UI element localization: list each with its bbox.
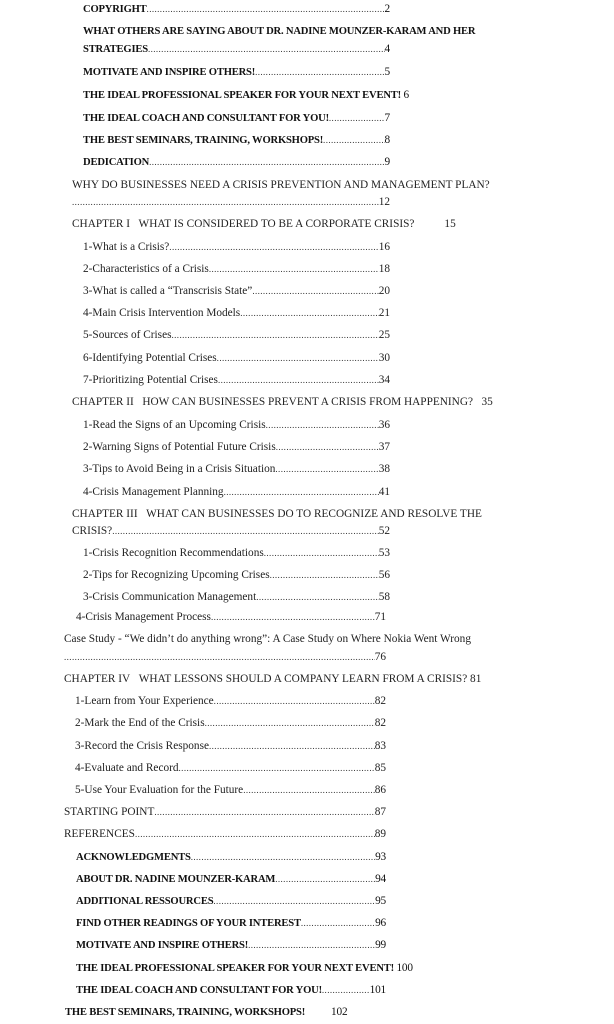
section-number: 2- <box>75 717 85 729</box>
toc-entry-other-readings[interactable] <box>76 916 386 931</box>
toc-section[interactable] <box>75 739 386 753</box>
toc-section[interactable] <box>75 694 386 708</box>
toc-page-number: 100 <box>396 962 413 974</box>
section-number: 4- <box>75 762 85 774</box>
dot-leader <box>191 850 375 865</box>
toc-page-number: 15 <box>444 218 456 230</box>
toc-page-number: 102 <box>331 1006 348 1018</box>
toc-section[interactable] <box>83 590 390 604</box>
toc-entry-speaker-2[interactable] <box>76 961 413 976</box>
toc-page-number: 89 <box>374 828 386 840</box>
toc-page-number: 35 <box>481 396 493 408</box>
dot-leader <box>172 328 379 342</box>
section-number: 5- <box>83 329 93 341</box>
dot-leader <box>275 872 375 887</box>
dot-leader <box>179 761 375 775</box>
section-number: 1- <box>83 241 93 253</box>
toc-entry-title: THE IDEAL PROFESSIONAL SPEAKER FOR YOUR NEXT EVENT! <box>76 963 394 974</box>
dot-leader <box>147 2 385 17</box>
section-number: 3- <box>83 591 93 603</box>
dot-leader <box>211 610 375 624</box>
toc-page-number: 30 <box>378 352 390 364</box>
toc-section[interactable] <box>83 462 390 476</box>
toc-page-number: 87 <box>374 806 386 818</box>
toc-section[interactable] <box>83 328 390 342</box>
toc-page-number: 56 <box>378 569 390 581</box>
dot-leader <box>213 894 375 909</box>
toc-page-number: 38 <box>378 463 390 475</box>
toc-page-number: 6 <box>403 89 409 101</box>
section-title: Evaluate and Record <box>84 762 179 774</box>
section-title: Characteristics of a Crisis <box>92 263 209 275</box>
chapter-title-cont: CRISIS? <box>72 525 113 537</box>
toc-page-number: 94 <box>375 873 386 885</box>
toc-entry-testimonials[interactable] <box>83 42 390 57</box>
dot-leader <box>270 568 379 582</box>
toc-entry-title: THE BEST SEMINARS, TRAINING, WORKSHOPS! <box>65 1007 306 1018</box>
toc-page-number: 36 <box>378 419 390 431</box>
toc-page-number: 53 <box>378 547 390 559</box>
section-number: 6- <box>83 352 93 364</box>
section-title: Crisis Management Planning <box>92 486 224 498</box>
dot-leader <box>154 805 374 819</box>
toc-entry-copyright[interactable] <box>83 2 390 17</box>
dot-leader <box>275 462 378 476</box>
chapter-title: WHAT CAN BUSINESSES DO TO RECOGNIZE AND RESOLVE THE <box>146 508 482 520</box>
chapter-label: CHAPTER IV <box>64 673 131 685</box>
section-title: Crisis Management Process <box>85 611 211 623</box>
section-number: 2- <box>83 263 93 275</box>
section-number: 1- <box>75 695 85 707</box>
toc-chapter-1[interactable] <box>72 217 456 231</box>
toc-section[interactable] <box>83 284 390 298</box>
toc-page-number: 85 <box>374 762 386 774</box>
toc-entry-title: DEDICATION <box>83 157 150 168</box>
toc-section[interactable] <box>83 373 390 387</box>
toc-section[interactable] <box>83 440 390 454</box>
toc-entry-seminars-2[interactable] <box>65 1005 347 1020</box>
section-title: What is a Crisis? <box>92 241 170 253</box>
dot-leader <box>329 111 385 126</box>
dot-leader <box>264 546 379 560</box>
toc-entry-intro[interactable] <box>72 195 390 209</box>
section-number: 1- <box>83 547 93 559</box>
chapter-title: HOW CAN BUSINESSES PREVENT A CRISIS FROM HAPPENING? <box>142 396 474 408</box>
section-number: 3- <box>75 740 85 752</box>
toc-page-number: 82 <box>374 717 386 729</box>
chapter-label: CHAPTER II <box>72 396 134 408</box>
toc-entry-title: THE IDEAL PROFESSIONAL SPEAKER FOR YOUR NEXT EVENT! <box>83 90 401 101</box>
dot-leader <box>322 983 370 998</box>
toc-entry-speaker[interactable] <box>83 88 409 103</box>
section-title: What is called a “Transcrisis State” <box>92 285 253 297</box>
toc-page-number: 20 <box>378 285 390 297</box>
toc-page-number: 2 <box>384 3 390 15</box>
toc-page-number: 21 <box>378 307 390 319</box>
toc-entry-coach-2[interactable] <box>76 983 386 998</box>
dot-leader <box>209 739 375 753</box>
section-title: Tips to Avoid Being in a Crisis Situation <box>92 463 276 475</box>
dot-leader <box>255 65 384 80</box>
dot-leader <box>135 827 375 841</box>
toc-page-number: 95 <box>375 895 386 907</box>
toc-page-number: 76 <box>374 651 386 663</box>
toc-entry-title: THE BEST SEMINARS, TRAINING, WORKSHOPS! <box>83 135 324 146</box>
dot-leader <box>149 155 384 170</box>
section-title: Crisis Communication Management <box>92 591 257 603</box>
toc-entry-about-author[interactable] <box>76 872 386 887</box>
section-number: 4- <box>83 307 93 319</box>
toc-entry-title: THE IDEAL COACH AND CONSULTANT FOR YOU! <box>76 985 322 996</box>
toc-page-number: 9 <box>384 156 390 168</box>
toc-chapter-2[interactable] <box>72 395 493 409</box>
toc-page-number: 25 <box>378 329 390 341</box>
section-title: Mark the End of the Crisis <box>84 717 205 729</box>
section-number: 2- <box>83 569 93 581</box>
toc-section[interactable] <box>83 568 390 582</box>
toc-page-number: 37 <box>378 441 390 453</box>
toc-page-number: 86 <box>374 784 386 796</box>
chapter-title: WHAT LESSONS SHOULD A COMPANY LEARN FROM A CRISIS? <box>138 673 468 685</box>
toc-page-number: 82 <box>374 695 386 707</box>
toc-entry-testimonials-line1[interactable]: WHAT OTHERS ARE SAYING ABOUT DR. NADINE MOUNZER-KARAM AND HER <box>83 26 476 37</box>
section-title: Main Crisis Intervention Models <box>92 307 241 319</box>
section-number: 2- <box>83 441 93 453</box>
toc-section[interactable] <box>75 716 386 730</box>
dot-leader <box>224 485 379 499</box>
toc-page-number: 16 <box>378 241 390 253</box>
toc-entry-references[interactable] <box>64 827 386 841</box>
section-title: Record the Crisis Response <box>84 740 209 752</box>
toc-entry-title: COPYRIGHT <box>83 4 147 15</box>
toc-entry-title: STRATEGIES <box>83 44 148 55</box>
toc-page-number: 81 <box>470 673 482 685</box>
toc-entry-acknowledgments[interactable] <box>76 850 386 865</box>
chapter-label: CHAPTER III <box>72 508 138 520</box>
toc-page-number: 83 <box>374 740 386 752</box>
toc-page-number: 7 <box>384 112 390 124</box>
toc-entry-title: REFERENCES <box>64 828 135 840</box>
toc-entry-case-study[interactable] <box>64 650 386 664</box>
section-title: Warning Signs of Potential Future Crisis <box>92 441 276 453</box>
toc-page-number: 4 <box>384 43 390 55</box>
dot-leader <box>266 418 379 432</box>
section-title: Identifying Potential Crises <box>92 352 217 364</box>
toc-page-number: 18 <box>378 263 390 275</box>
section-number: 1- <box>83 419 93 431</box>
toc-page-number: 8 <box>384 134 390 146</box>
toc-page-number: 99 <box>375 939 386 951</box>
toc-entry-dedication[interactable] <box>83 155 390 170</box>
toc-page-number: 96 <box>375 917 386 929</box>
section-title: Read the Signs of an Upcoming Crisis <box>92 419 266 431</box>
dot-leader <box>218 373 379 387</box>
toc-entry-title: ACKNOWLEDGMENTS <box>76 852 191 863</box>
section-number: 7- <box>83 374 93 386</box>
dot-leader <box>240 306 378 320</box>
toc-page-number: 71 <box>374 611 386 623</box>
toc-page-number: 58 <box>378 591 390 603</box>
toc-section[interactable] <box>76 610 386 624</box>
dot-leader <box>214 694 375 708</box>
toc-entry-case-study-line1[interactable]: Case Study - “We didn’t do anything wrong”: A Case Study on Where Nokia Went Wrong <box>64 633 471 645</box>
dot-leader <box>301 916 375 931</box>
section-title: Tips for Recognizing Upcoming Crises <box>92 569 270 581</box>
toc-section[interactable] <box>83 418 390 432</box>
toc-entry-title: STARTING POINT <box>64 806 155 818</box>
section-title: Prioritizing Potential Crises <box>92 374 218 386</box>
toc-section[interactable] <box>83 351 390 365</box>
toc-chapter-3-line1[interactable] <box>72 507 482 521</box>
dot-leader <box>323 133 385 148</box>
toc-entry-motivate[interactable] <box>83 65 390 80</box>
dot-leader <box>276 440 379 454</box>
section-number: 5- <box>75 784 85 796</box>
section-number: 3- <box>83 285 93 297</box>
section-number: 4- <box>83 486 93 498</box>
dot-leader <box>248 938 375 953</box>
toc-entry-title: MOTIVATE AND INSPIRE OTHERS! <box>76 940 249 951</box>
section-number: 3- <box>83 463 93 475</box>
toc-entry-title: THE IDEAL COACH AND CONSULTANT FOR YOU! <box>83 113 329 124</box>
dot-leader <box>209 262 379 276</box>
toc-page-number: 34 <box>378 374 390 386</box>
dot-leader <box>169 240 378 254</box>
toc-section[interactable] <box>83 240 390 254</box>
dot-leader <box>252 284 378 298</box>
section-title: Learn from Your Experience <box>84 695 214 707</box>
chapter-label: CHAPTER I <box>72 218 131 230</box>
toc-entry-additional-resources[interactable] <box>76 894 386 909</box>
dot-leader <box>256 590 378 604</box>
toc-entry-seminars[interactable] <box>83 133 390 148</box>
toc-section[interactable] <box>83 262 390 276</box>
dot-leader <box>64 650 375 664</box>
section-number: 4- <box>76 611 86 623</box>
toc-entry-title: MOTIVATE AND INSPIRE OTHERS! <box>83 67 256 78</box>
dot-leader <box>72 195 379 209</box>
toc-entry-title: ABOUT DR. NADINE MOUNZER-KARAM <box>76 874 276 885</box>
toc-entry-title: ADDITIONAL RESSOURCES <box>76 896 214 907</box>
toc-section[interactable] <box>75 783 386 797</box>
toc-entry-intro-line1[interactable]: WHY DO BUSINESSES NEED A CRISIS PREVENTION AND MANAGEMENT PLAN? <box>72 179 490 191</box>
dot-leader <box>112 524 379 538</box>
toc-page-number: 41 <box>378 486 390 498</box>
toc-page-number: 52 <box>378 525 390 537</box>
dot-leader <box>217 351 379 365</box>
toc-chapter-3[interactable] <box>72 524 390 538</box>
section-title: Use Your Evaluation for the Future <box>84 784 244 796</box>
toc-entry-coach[interactable] <box>83 111 390 126</box>
toc-section[interactable] <box>75 761 386 775</box>
section-title: Crisis Recognition Recommendations <box>92 547 264 559</box>
toc-chapter-4[interactable] <box>64 672 481 686</box>
toc-section[interactable] <box>83 306 390 320</box>
toc-section[interactable] <box>83 546 390 560</box>
toc-page-number: 5 <box>384 66 390 78</box>
chapter-title: WHAT IS CONSIDERED TO BE A CORPORATE CRISIS? <box>138 218 415 230</box>
toc-entry-motivate-2[interactable] <box>76 938 386 953</box>
toc-entry-title: FIND OTHER READINGS OF YOUR INTEREST <box>76 918 301 929</box>
toc-section[interactable] <box>83 485 390 499</box>
toc-page-number: 93 <box>375 851 386 863</box>
toc-page-number: 12 <box>378 196 390 208</box>
section-title: Sources of Crises <box>92 329 172 341</box>
toc-page-number: 101 <box>369 984 386 996</box>
dot-leader <box>243 783 375 797</box>
toc-entry-starting-point[interactable] <box>64 805 386 819</box>
dot-leader <box>205 716 375 730</box>
dot-leader <box>148 42 385 57</box>
